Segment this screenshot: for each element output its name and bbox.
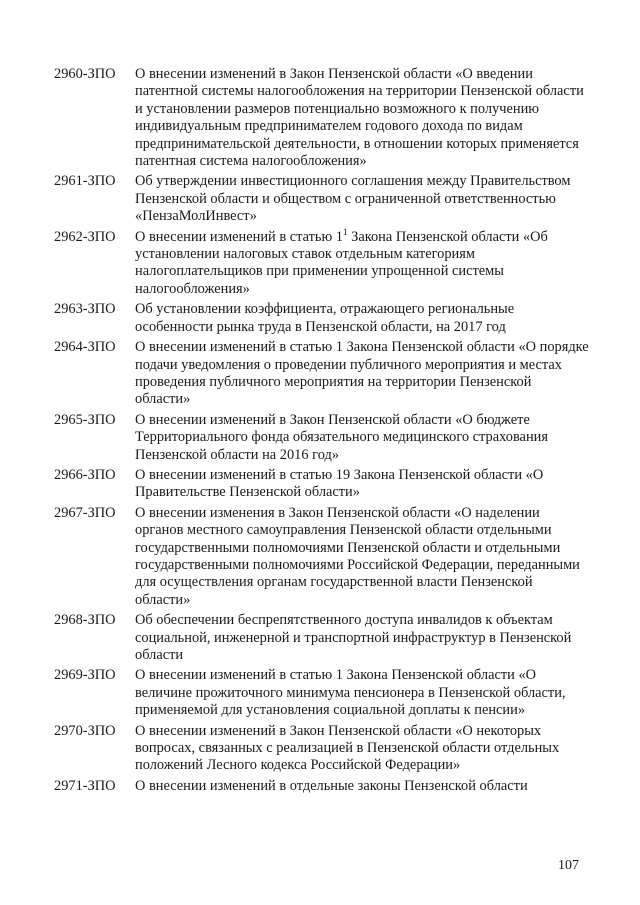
law-title-part: Закона Пензенской области «Об установлении налоговых ставок отдельным категориям налогоплательщиков при применении упрощенной системы налогообложения»	[135, 228, 548, 297]
law-title: О внесении изменений в Закон Пензенской области «О бюджете Территориального фонда обязательного медицинского страхования Пензенской области на 2016 год»	[135, 411, 548, 463]
law-number: 2970-ЗПО	[54, 722, 116, 739]
law-number: 2963-ЗПО	[54, 301, 116, 318]
law-number: 2971-ЗПО	[54, 777, 116, 794]
law-title: Об утверждении инвестиционного соглашения между Правительством Пензенской области и обществом с ограниченной ответственностью «ПензаМолИнвест»	[135, 173, 571, 225]
law-number: 2961-ЗПО	[54, 173, 116, 190]
law-title-part: О внесении изменений в статью 1	[135, 228, 344, 245]
law-title: О внесении изменений в статью 19 Закона Пензенской области «О Правительстве Пензенской области»	[135, 466, 544, 501]
law-title: О внесении изменений в Закон Пензенской области «О некоторых вопросах, связанных с реализацией в Пензенской области отдельных положений Лесного кодекса Российской Федерации»	[135, 722, 560, 774]
list-item	[54, 301, 589, 336]
list-item	[54, 226, 589, 299]
law-title: Об установлении коэффициента, отражающего региональные особенности рынка труда в Пензенской области, на 2017 год	[135, 301, 515, 335]
list-item	[54, 505, 589, 609]
law-number: 2967-ЗПО	[54, 504, 116, 521]
list-item	[54, 173, 589, 225]
law-title: О внесении изменений в отдельные законы Пензенской области	[135, 777, 528, 794]
law-number: 2965-ЗПО	[54, 411, 116, 428]
law-number: 2969-ЗПО	[54, 667, 116, 684]
list-item	[54, 467, 589, 502]
law-number: 2962-ЗПО	[54, 228, 116, 245]
law-number: 2960-ЗПО	[54, 66, 116, 82]
list-item	[54, 339, 589, 409]
law-number: 2964-ЗПО	[54, 339, 116, 356]
list-item	[54, 612, 589, 664]
law-title: О внесении изменений в статью 1 Закона Пензенской области «О порядке подачи уведомления о проведении публичного мероприятия и местах проведения публичного мероприятия на территории Пензенской области»	[135, 339, 589, 408]
list-item	[54, 412, 589, 464]
list-item	[54, 723, 589, 775]
law-title: О внесении изменений в статью 1 Закона Пензенской области «О величине прожиточного минимума пенсионера в Пензенской области, применяемой для установления социальной доплаты к пенсии»	[135, 667, 566, 719]
law-title: О внесении изменений в Закон Пензенской области «О введении патентной системы налогообложения на территории Пензенской области и установлении размеров потенциально возможного к получению индивидуальным предпринимателем годового дохода по видам предпринимательской деятельности, в отношении которых применяется патентная система налогообложения»	[135, 66, 584, 170]
superscript: 1	[343, 226, 348, 237]
law-list	[54, 66, 589, 798]
law-title: О внесении изменения в Закон Пензенской области «О наделении органов местного самоуправления Пензенской области отдельными государственными полномочиями Пензенской области и отдельными государственными полномочиями Российской Федерации, переданными для осуществления органам государственной власти Пензенской области»	[135, 504, 580, 608]
law-number: 2968-ЗПО	[54, 612, 116, 629]
law-title	[135, 226, 589, 299]
page-number: 107	[558, 858, 579, 873]
law-number: 2966-ЗПО	[54, 466, 116, 483]
list-item	[54, 667, 589, 719]
list-item	[54, 778, 589, 795]
list-item	[54, 66, 589, 170]
law-title: Об обеспечении беспрепятственного доступа инвалидов к объектам социальной, инженерной и транспортной инфраструктур в Пензенской области	[135, 612, 572, 663]
